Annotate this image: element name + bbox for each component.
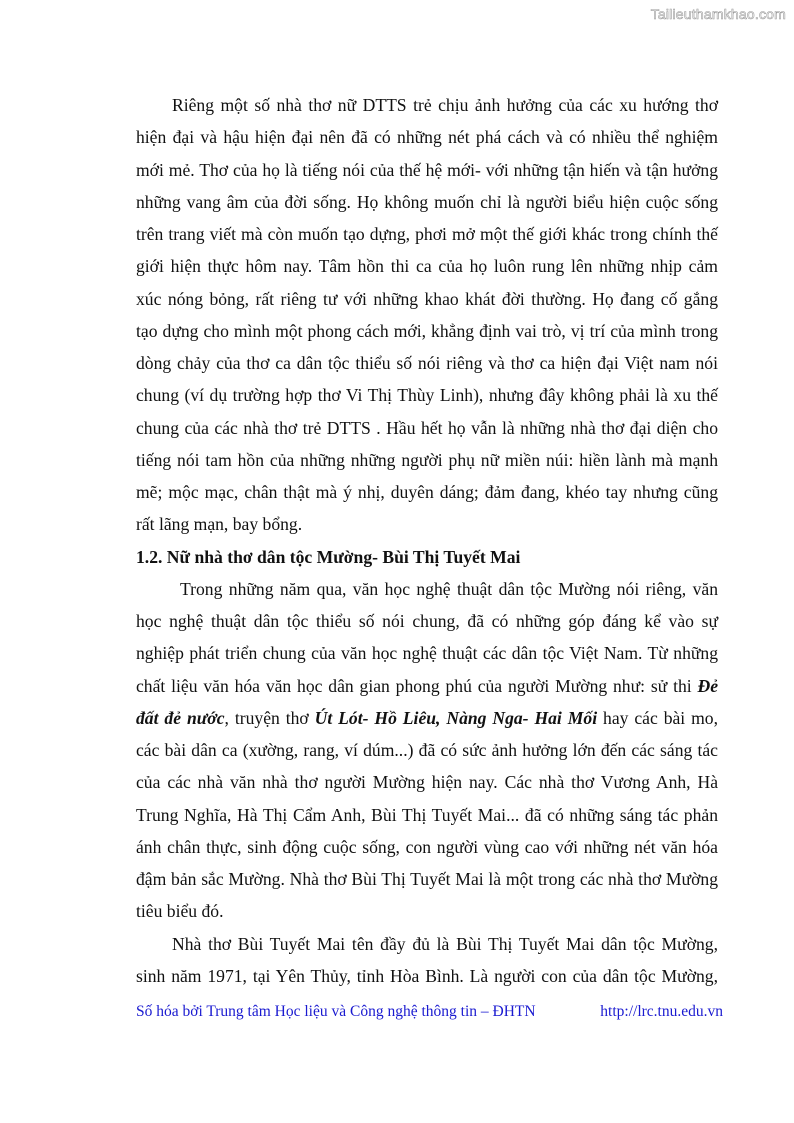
text-run: tạo dựng cho mình một phong cách mới, khẳng định vai trò, vị trí của mình trong bbox=[136, 320, 718, 341]
text-run: mẽ; mộc mạc, chân thật mà ý nhị, duyên dáng; đảm đang, khéo tay nhưng cũng bbox=[136, 482, 718, 502]
text-run: tiêu biểu đó. bbox=[136, 901, 224, 922]
text-line bbox=[136, 702, 718, 734]
section-heading bbox=[136, 541, 718, 573]
paragraph bbox=[136, 573, 718, 928]
text-line bbox=[136, 734, 718, 766]
emphasized-title: Đẻ bbox=[697, 675, 718, 696]
document-body bbox=[136, 89, 718, 992]
text-run: ánh chân thực, sinh động cuộc sống, con người vùng cao với những nét văn hóa bbox=[136, 836, 718, 857]
text-line bbox=[136, 637, 718, 669]
text-run: học nghệ thuật dân tộc thiểu số nói chung, đã có những góp đáng kể vào sự bbox=[136, 611, 718, 631]
text-run: Trong những năm qua, văn học nghệ thuật dân tộc Mường nói riêng, văn bbox=[180, 578, 718, 599]
text-line bbox=[136, 573, 718, 605]
text-line bbox=[136, 508, 718, 540]
text-line bbox=[136, 766, 718, 798]
text-line bbox=[136, 186, 718, 218]
text-line bbox=[136, 605, 718, 637]
watermark: Tailieuthamkhao.com bbox=[650, 6, 786, 22]
text-line bbox=[136, 799, 718, 831]
text-line bbox=[136, 444, 718, 476]
text-run: giới hiện thực hôm nay. Tâm hồn thi ca của họ luôn rung lên những nhịp cảm bbox=[136, 256, 718, 277]
text-line bbox=[136, 283, 718, 315]
text-run: của các nhà văn nhà thơ người Mường hiện nay. Các nhà thơ Vương Anh, Hà bbox=[136, 772, 718, 793]
text-run: đậm bản sắc Mường. Nhà thơ Bùi Thị Tuyết Mai là một trong các nhà thơ Mường bbox=[136, 869, 718, 889]
text-line bbox=[136, 89, 718, 121]
text-run: 1.2. Nữ nhà thơ dân tộc Mường- Bùi Thị Tuyết Mai bbox=[136, 546, 521, 567]
text-run: rất lãng mạn, bay bổng. bbox=[136, 514, 303, 535]
text-run: tiếng nói tam hồn của những những người phụ nữ miền núi: hiền lành mà mạnh bbox=[136, 449, 718, 470]
text-line bbox=[136, 347, 718, 379]
text-line bbox=[136, 250, 718, 282]
paragraph bbox=[136, 89, 718, 541]
text-run: sinh năm 1971, tại Yên Thủy, tỉnh Hòa Bình. Là người con của dân tộc Mường, bbox=[136, 965, 718, 986]
paragraph bbox=[136, 928, 718, 993]
text-run: chung (ví dụ trường hợp thơ Vi Thị Thùy Linh), nhưng đây không phải là xu thế bbox=[136, 385, 718, 406]
text-line bbox=[136, 960, 718, 992]
text-run: hay các bài mo, bbox=[597, 707, 719, 728]
text-line bbox=[136, 831, 718, 863]
text-run: mới mẻ. Thơ của họ là tiếng nói của thế hệ mới- với những tận hiến và tận hưởng bbox=[136, 159, 718, 180]
text-run: những vang âm của đời sống. Họ không muốn chỉ là người biểu hiện cuộc sống bbox=[136, 191, 718, 212]
footer-url[interactable]: http://lrc.tnu.edu.vn bbox=[600, 1003, 723, 1020]
text-run: xúc nóng bỏng, rất riêng tư với những khao khát đời thường. Họ đang cố gắng bbox=[136, 288, 718, 309]
text-run: chất liệu văn hóa văn học dân gian phong phú của người Mường như: sử thi bbox=[136, 675, 698, 696]
text-run: nghiệp phát triển chung của văn học nghệ thuật các dân tộc Việt Nam. Từ những bbox=[136, 643, 718, 664]
footer-credit: Số hóa bởi Trung tâm Học liệu và Công nghệ thông tin – ĐHTN bbox=[136, 1003, 536, 1020]
text-line bbox=[136, 670, 718, 702]
text-line bbox=[136, 412, 718, 444]
text-run: dòng chảy của thơ ca dân tộc thiểu số nói riêng và thơ ca hiện đại Việt nam nói bbox=[136, 353, 718, 373]
text-run: các bài dân ca (xường, rang, ví dúm...) đã có sức ảnh hưởng lớn đến các sáng tác bbox=[136, 740, 718, 760]
text-run: Nhà thơ Bùi Tuyết Mai tên đầy đủ là Bùi Thị Tuyết Mai dân tộc Mường, bbox=[172, 933, 718, 954]
text-line bbox=[136, 895, 718, 927]
page-footer bbox=[136, 1003, 723, 1021]
text-run: hiện đại và hậu hiện đại nên đã có những nét phá cách và có nhiều thể nghiệm bbox=[136, 127, 718, 148]
emphasized-title: Út Lót- Hồ Liêu, Nàng Nga- Hai Mối bbox=[314, 707, 598, 728]
text-run: chung của các nhà thơ trẻ DTTS . Hầu hết họ vẫn là những nhà thơ đại diện cho bbox=[136, 417, 718, 438]
text-line bbox=[136, 541, 718, 573]
text-line bbox=[136, 218, 718, 250]
text-line bbox=[136, 379, 718, 411]
text-run: trên trang viết mà còn muốn tạo dựng, phơi mở một thế giới khác trong chính thế bbox=[136, 224, 718, 244]
text-line bbox=[136, 476, 718, 508]
text-line bbox=[136, 315, 718, 347]
text-line bbox=[136, 928, 718, 960]
text-line bbox=[136, 863, 718, 895]
emphasized-title: đất đẻ nước bbox=[136, 707, 225, 728]
text-run: Riêng một số nhà thơ nữ DTTS trẻ chịu ảnh hưởng của các xu hướng thơ bbox=[172, 95, 718, 115]
text-run: , truyện thơ bbox=[224, 707, 315, 728]
text-line bbox=[136, 154, 718, 186]
text-line bbox=[136, 121, 718, 153]
text-run: Trung Nghĩa, Hà Thị Cẩm Anh, Bùi Thị Tuyết Mai... đã có những sáng tác phản bbox=[136, 804, 718, 825]
